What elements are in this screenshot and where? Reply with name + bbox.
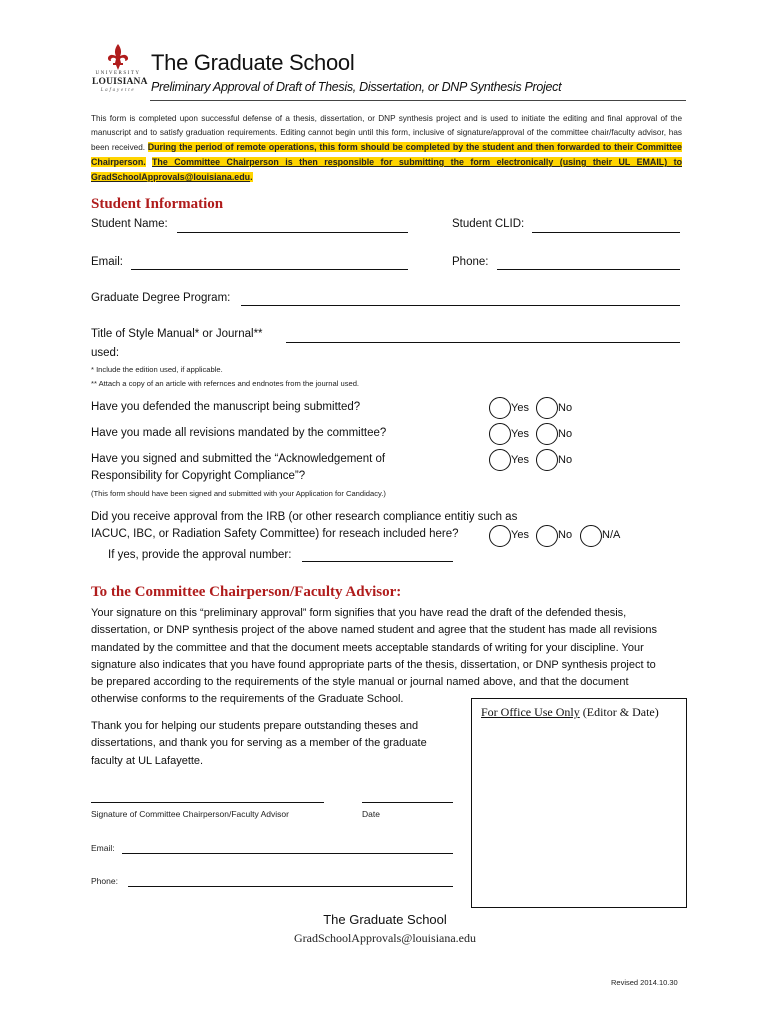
- chair-paragraph-2: [91, 718, 459, 770]
- office-use-box: [471, 698, 687, 908]
- footer-school-name: The Graduate School: [323, 912, 447, 927]
- revisions-no-label: No: [558, 428, 573, 440]
- style-manual-note-1: * Include the edition used, if applicable.: [91, 365, 223, 374]
- student-name-label: Student Name:: [91, 218, 168, 230]
- chair-paragraph-1-line-4: signature also indicates that you have found appropriate parts of the thesis, dissertation, or DNP synthesis project to: [91, 658, 656, 671]
- university-logo: [92, 43, 148, 97]
- header-divider: [150, 100, 686, 101]
- irb-no-label: No: [558, 529, 573, 541]
- intro-paragraph: [91, 112, 682, 185]
- question-copyright-line2: Responsibility for Copyright Compliance”?: [91, 470, 306, 482]
- question-irb-line2: IACUC, IBC, or Radiation Safety Committee) for reseach included here?: [91, 528, 459, 540]
- style-manual-label: Title of Style Manual* or Journal**: [91, 328, 263, 340]
- defended-yes-label: Yes: [511, 402, 529, 414]
- style-manual-field[interactable]: [286, 342, 680, 343]
- question-defended: Have you defended the manuscript being submitted?: [91, 401, 361, 413]
- logo-university-text: UNIVERSITY: [95, 71, 141, 76]
- office-use-title-rest: (Editor & Date): [579, 705, 659, 719]
- chair-paragraph-2-line-2: dissertations, and thank you for serving as a member of the graduate: [91, 737, 427, 750]
- revisions-yes-radio[interactable]: [489, 423, 511, 445]
- copyright-no-label: No: [558, 454, 573, 466]
- date-field[interactable]: [362, 802, 453, 803]
- irb-na-radio[interactable]: [580, 525, 602, 547]
- question-irb-line1: Did you receive approval from the IRB (or other research compliance entitiy such as: [91, 511, 518, 523]
- student-name-field[interactable]: [177, 232, 408, 233]
- page-title: The Graduate School: [151, 50, 355, 75]
- revisions-no-radio[interactable]: [536, 423, 558, 445]
- footer-email: GradSchoolApprovals@louisiana.edu: [293, 931, 476, 945]
- fleur-de-lis-icon: [104, 43, 132, 71]
- copyright-yes-label: Yes: [511, 454, 529, 466]
- chair-phone-field[interactable]: [128, 886, 453, 887]
- chair-heading: To the Committee Chairperson/Faculty Advisor:: [91, 584, 402, 600]
- office-use-title: [481, 705, 659, 720]
- degree-program-field[interactable]: [241, 305, 680, 306]
- phone-label: Phone:: [452, 256, 489, 268]
- defended-no-radio[interactable]: [536, 397, 558, 419]
- approval-number-field[interactable]: [302, 561, 453, 562]
- chair-paragraph-1: [91, 605, 685, 709]
- copyright-no-radio[interactable]: [536, 449, 558, 471]
- question-revisions: Have you made all revisions mandated by the committee?: [91, 427, 387, 439]
- degree-program-label: Graduate Degree Program:: [91, 292, 231, 304]
- irb-yes-radio[interactable]: [489, 525, 511, 547]
- intro-highlight-bold: During the period of remote operations, this form should be completed by the student and then forwarded to their Committee Chairperson.: [91, 142, 682, 167]
- email-label: Email:: [91, 256, 123, 268]
- student-clid-field[interactable]: [532, 232, 680, 233]
- intro-highlight-underlined: The Committee Chairperson is then responsible for submitting the form electronically (using their UL EMAIL) to GradSchoolApprovals@louisiana.edu: [91, 157, 682, 182]
- irb-no-radio[interactable]: [536, 525, 558, 547]
- chair-paragraph-1-line-6: otherwise conforms to the requirements of the Graduate School.: [91, 693, 404, 706]
- intro-highlight-end: .: [250, 172, 253, 182]
- chair-paragraph-1-line-2: dissertation, or DNP synthesis project of the above named student and agree that the student has made all revisions: [91, 624, 658, 637]
- chair-email-field[interactable]: [122, 853, 453, 854]
- defended-no-label: No: [558, 402, 573, 414]
- student-info-heading: Student Information: [91, 196, 224, 212]
- chair-paragraph-1-line-3: mandated by the committee and that the document meets acceptable standards of writing for your discipline. Your: [91, 641, 644, 654]
- defended-yes-radio[interactable]: [489, 397, 511, 419]
- irb-yes-label: Yes: [511, 529, 529, 541]
- intro-text: This form is completed upon successful defense of a thesis, dissertation, or DNP synthesis project and is used to initiate the editing and final approval of the manuscript and to satisfy graduation requirements. Editing cannot begin until this form, inclusive of signature/approval of the committee chair/faculty advisor, has been received.: [91, 114, 682, 152]
- approval-number-label: If yes, provide the approval number:: [108, 549, 292, 561]
- email-field[interactable]: [131, 269, 408, 270]
- signature-label: Signature of Committee Chairperson/Faculty Advisor: [91, 809, 289, 819]
- revision-date: Revised 2014.10.30: [611, 978, 678, 987]
- logo-lafayette-text: Lafayette: [100, 88, 136, 93]
- chair-email-label: Email:: [91, 843, 115, 853]
- student-clid-label: Student CLID:: [452, 218, 525, 230]
- copyright-note: (This form should have been signed and submitted with your Application for Candidacy.): [91, 489, 386, 498]
- copyright-yes-radio[interactable]: [489, 449, 511, 471]
- style-manual-used-label: used:: [91, 347, 120, 359]
- chair-paragraph-2-line-3: faculty at UL Lafayette.: [91, 754, 204, 767]
- style-manual-note-2: ** Attach a copy of an article with refernces and endnotes from the journal used.: [91, 379, 360, 388]
- irb-na-label: N/A: [602, 529, 621, 541]
- revisions-yes-label: Yes: [511, 428, 529, 440]
- phone-field[interactable]: [497, 269, 680, 270]
- office-use-title-underlined: For Office Use Only: [481, 705, 580, 719]
- chair-paragraph-2-line-1: Thank you for helping our students prepare outstanding theses and: [91, 720, 419, 732]
- logo-louisiana-text: LOUISIANA: [92, 77, 148, 87]
- chair-phone-label: Phone:: [91, 876, 118, 886]
- chair-paragraph-1-line-5: be prepared according to the requirements of the style manual or journal named above, and that the document: [91, 676, 629, 689]
- date-label: Date: [362, 809, 380, 819]
- chair-paragraph-1-line-1: Your signature on this “preliminary approval” form signifies that you have read the draft of the defended thesis,: [91, 607, 627, 619]
- signature-field[interactable]: [91, 802, 324, 803]
- form-subtitle: Preliminary Approval of Draft of Thesis, Dissertation, or DNP Synthesis Project: [151, 80, 562, 94]
- question-copyright-line1: Have you signed and submitted the “Acknowledgement of: [91, 453, 386, 465]
